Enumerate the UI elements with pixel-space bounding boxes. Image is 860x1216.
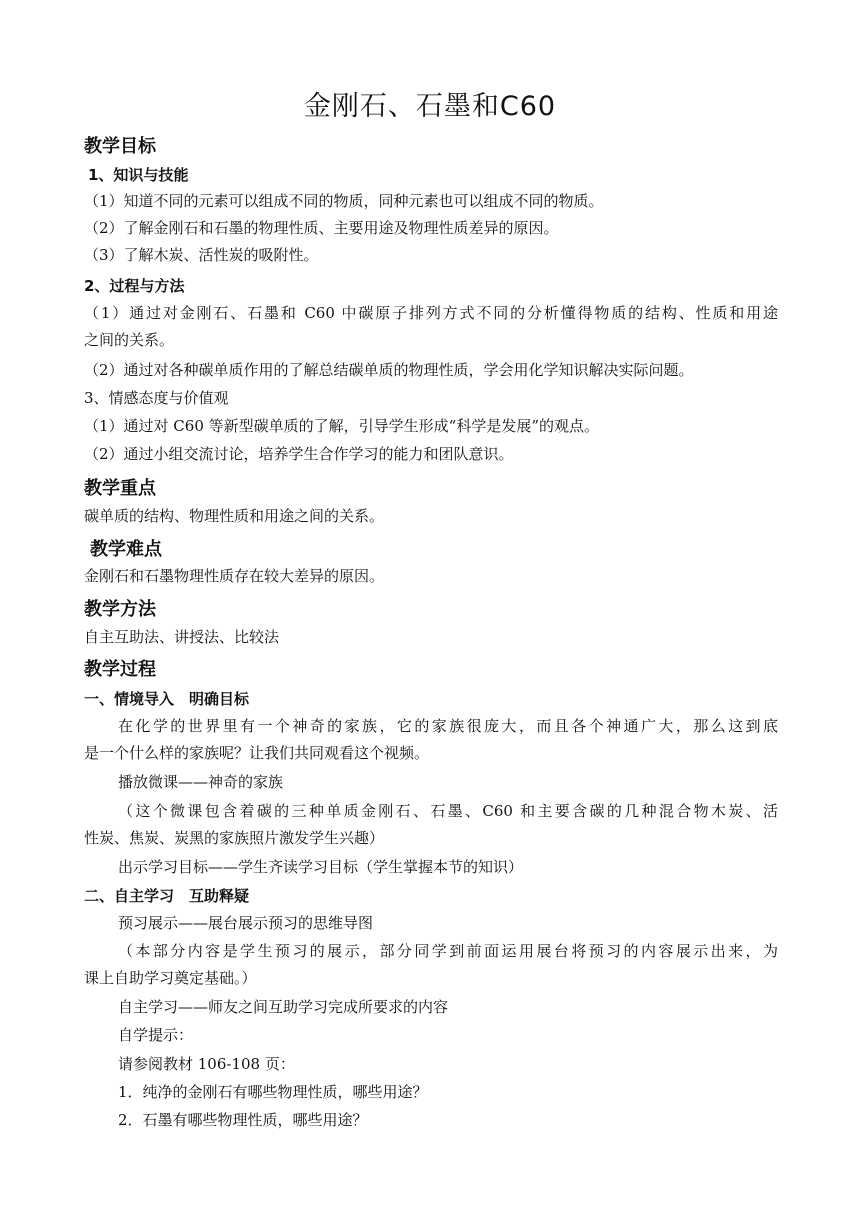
attitude-item-2: （2）通过小组交流讨论，培养学生合作学习的能力和团队意识。 [84, 445, 514, 463]
part2-question-1: 1．纯净的金刚石有哪些物理性质，哪些用途？ [118, 1083, 428, 1101]
part2-self-study: 自主学习——师友之间互助学习完成所要求的内容 [118, 998, 449, 1016]
knowledge-item-2: （2）了解金刚石和石墨的物理性质、主要用途及物理性质差异的原因。 [84, 219, 559, 237]
knowledge-item-1: （1）知道不同的元素可以组成不同的物质，同种元素也可以组成不同的物质。 [84, 192, 604, 210]
key-points-heading: 教学重点 [84, 478, 156, 499]
process-item-1-line-1: （1）通过对金刚石、石墨和 C60 中碳原子排列方式不同的分析懂得物质的结构、性质和用途 [84, 304, 778, 322]
attitude-heading: 3、情感态度与价值观 [84, 389, 229, 407]
part1-heading: 一、情境导入 明确目标 [84, 690, 250, 708]
part1-play: 播放微课——神奇的家族 [118, 773, 284, 791]
process-method-heading: 2、过程与方法 [84, 277, 185, 295]
goals-heading: 教学目标 [84, 136, 156, 157]
knowledge-skills-heading: 1、知识与技能 [88, 166, 189, 184]
attitude-item-1: （1）通过对 C60 等新型碳单质的了解，引导学生形成“科学是发展”的观点。 [84, 417, 599, 435]
part2-note-line-1: （本部分内容是学生预习的展示，部分同学到前面运用展台将预习的内容展示出来，为 [118, 942, 778, 960]
part2-preview: 预习展示——展台展示预习的思维导图 [118, 914, 374, 932]
process-heading: 教学过程 [84, 659, 156, 680]
key-points-text: 碳单质的结构、物理性质和用途之间的关系。 [84, 507, 385, 525]
document-title: 金刚石、石墨和C60 [303, 91, 557, 122]
part2-hint: 自学提示： [118, 1026, 194, 1044]
part1-note-line-1: （这个微课包含着碳的三种单质金刚石、石墨、C60 和主要含碳的几种混合物木炭、活 [118, 802, 778, 820]
part2-question-2: 2．石墨有哪些物理性质，哪些用途？ [118, 1111, 368, 1129]
methods-heading: 教学方法 [84, 599, 156, 620]
part2-ref: 请参阅教材 106-108 页： [118, 1055, 295, 1073]
part1-para-line-1: 在化学的世界里有一个神奇的家族，它的家族很庞大，而且各个神通广大，那么这到底 [118, 717, 778, 735]
process-item-2: （2）通过对各种碳单质作用的了解总结碳单质的物理性质，学会用化学知识解决实际问题。 [84, 361, 694, 379]
part2-note-line-2: 课上自助学习奠定基础。） [84, 969, 257, 987]
difficulty-heading: 教学难点 [90, 539, 162, 560]
knowledge-item-3: （3）了解木炭、活性炭的吸附性。 [84, 246, 319, 264]
difficulty-text: 金刚石和石墨物理性质存在较大差异的原因。 [84, 567, 385, 585]
part1-goal: 出示学习目标——学生齐读学习目标（学生掌握本节的知识） [118, 858, 524, 876]
process-item-1-line-2: 之间的关系。 [84, 331, 175, 349]
part1-note-line-2: 性炭、焦炭、炭黑的家族照片激发学生兴趣） [84, 829, 385, 847]
methods-text: 自主互助法、讲授法、比较法 [84, 628, 280, 646]
part1-para-line-2: 是一个什么样的家族呢？让我们共同观看这个视频。 [84, 744, 430, 762]
part2-heading: 二、自主学习 互助释疑 [84, 887, 250, 905]
